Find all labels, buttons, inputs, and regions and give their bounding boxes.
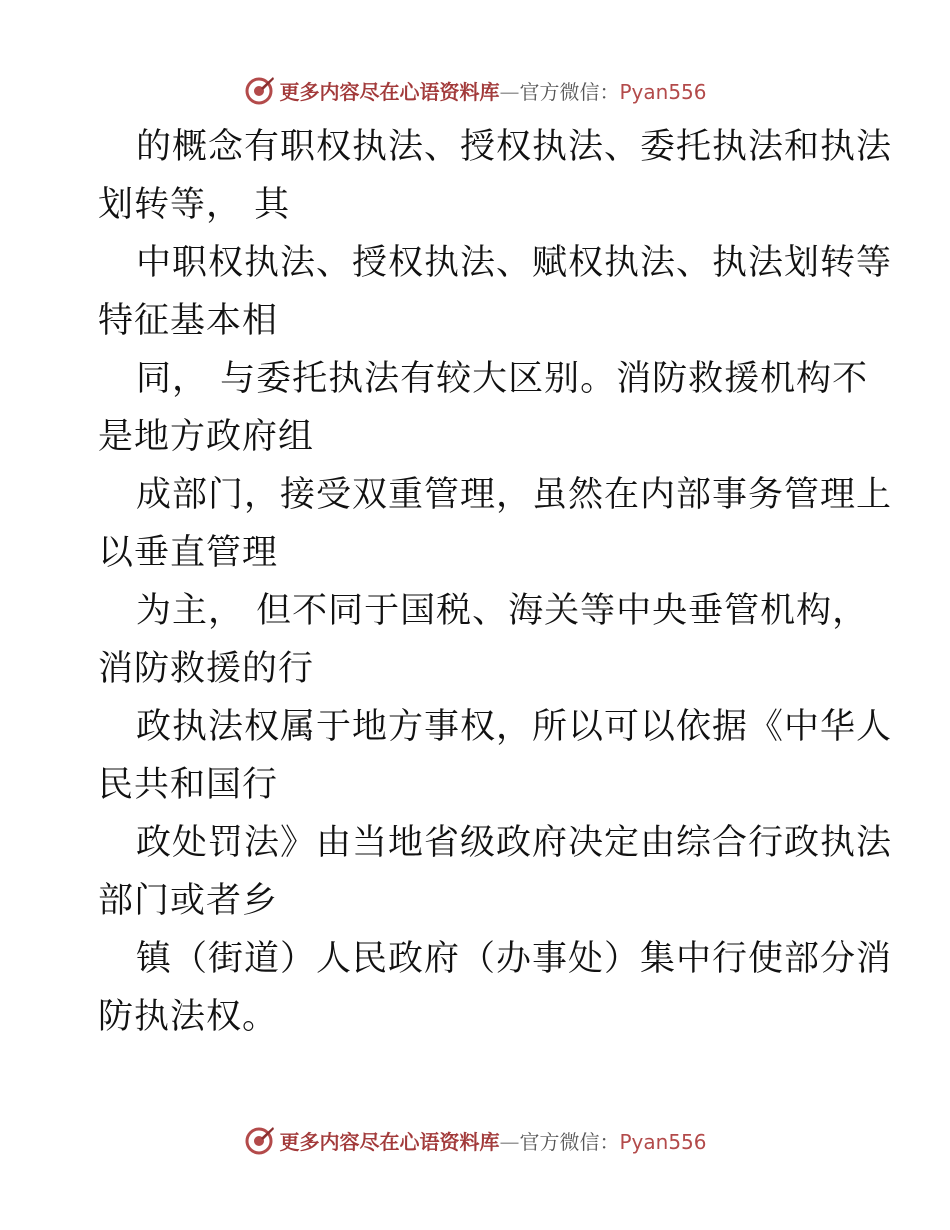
text-line: 特征基本相	[98, 301, 279, 341]
text-line: 同， 与委托执法有较大区别。消防救援机构不	[136, 359, 869, 399]
footer-banner-wechat-id: Pyan556	[619, 1129, 707, 1154]
footer-banner-wechat-label: 官方微信：	[519, 1129, 620, 1154]
text-line: 为主， 但不同于国税、海关等中央垂管机构，	[136, 591, 869, 631]
text-line: 民共和国行	[98, 765, 279, 805]
text-line: 消防救援的行	[98, 649, 315, 689]
header-banner-text	[279, 76, 706, 105]
text-line: 成部门，接受双重管理，虽然在内部事务管理上	[136, 475, 893, 515]
text-line: 部门或者乡	[98, 881, 279, 921]
text-line: 中职权执法、授权执法、赋权执法、执法划转等	[136, 243, 893, 283]
text-line: 政处罚法》由当地省级政府决定由综合行政执法	[136, 823, 893, 863]
header-banner-wechat-id: Pyan556	[619, 79, 707, 104]
footer-banner-text	[279, 1126, 706, 1155]
text-line: 是地方政府组	[98, 417, 315, 457]
text-line: 的概念有职权执法、授权执法、委托执法和执法	[136, 127, 893, 167]
footer-banner-main: 更多内容尽在心语资料库	[279, 1129, 500, 1154]
footer-banner-separator: —	[499, 1129, 520, 1154]
text-line: 政执法权属于地方事权，所以可以依据《中华人	[136, 707, 893, 747]
header-banner-wechat-label: 官方微信：	[519, 79, 620, 104]
pen-logo-icon	[243, 1124, 275, 1156]
pen-logo-icon	[243, 74, 275, 106]
document-body	[98, 118, 893, 1046]
header-banner	[0, 70, 950, 110]
text-line: 防执法权。	[98, 997, 279, 1037]
text-line: 以垂直管理	[98, 533, 279, 573]
header-banner-separator: —	[499, 79, 520, 104]
text-line: 划转等， 其	[98, 185, 291, 225]
text-line: 镇（街道）人民政府（办事处）集中行使部分消	[136, 939, 893, 979]
footer-banner	[0, 1120, 950, 1160]
header-banner-main: 更多内容尽在心语资料库	[279, 79, 500, 104]
